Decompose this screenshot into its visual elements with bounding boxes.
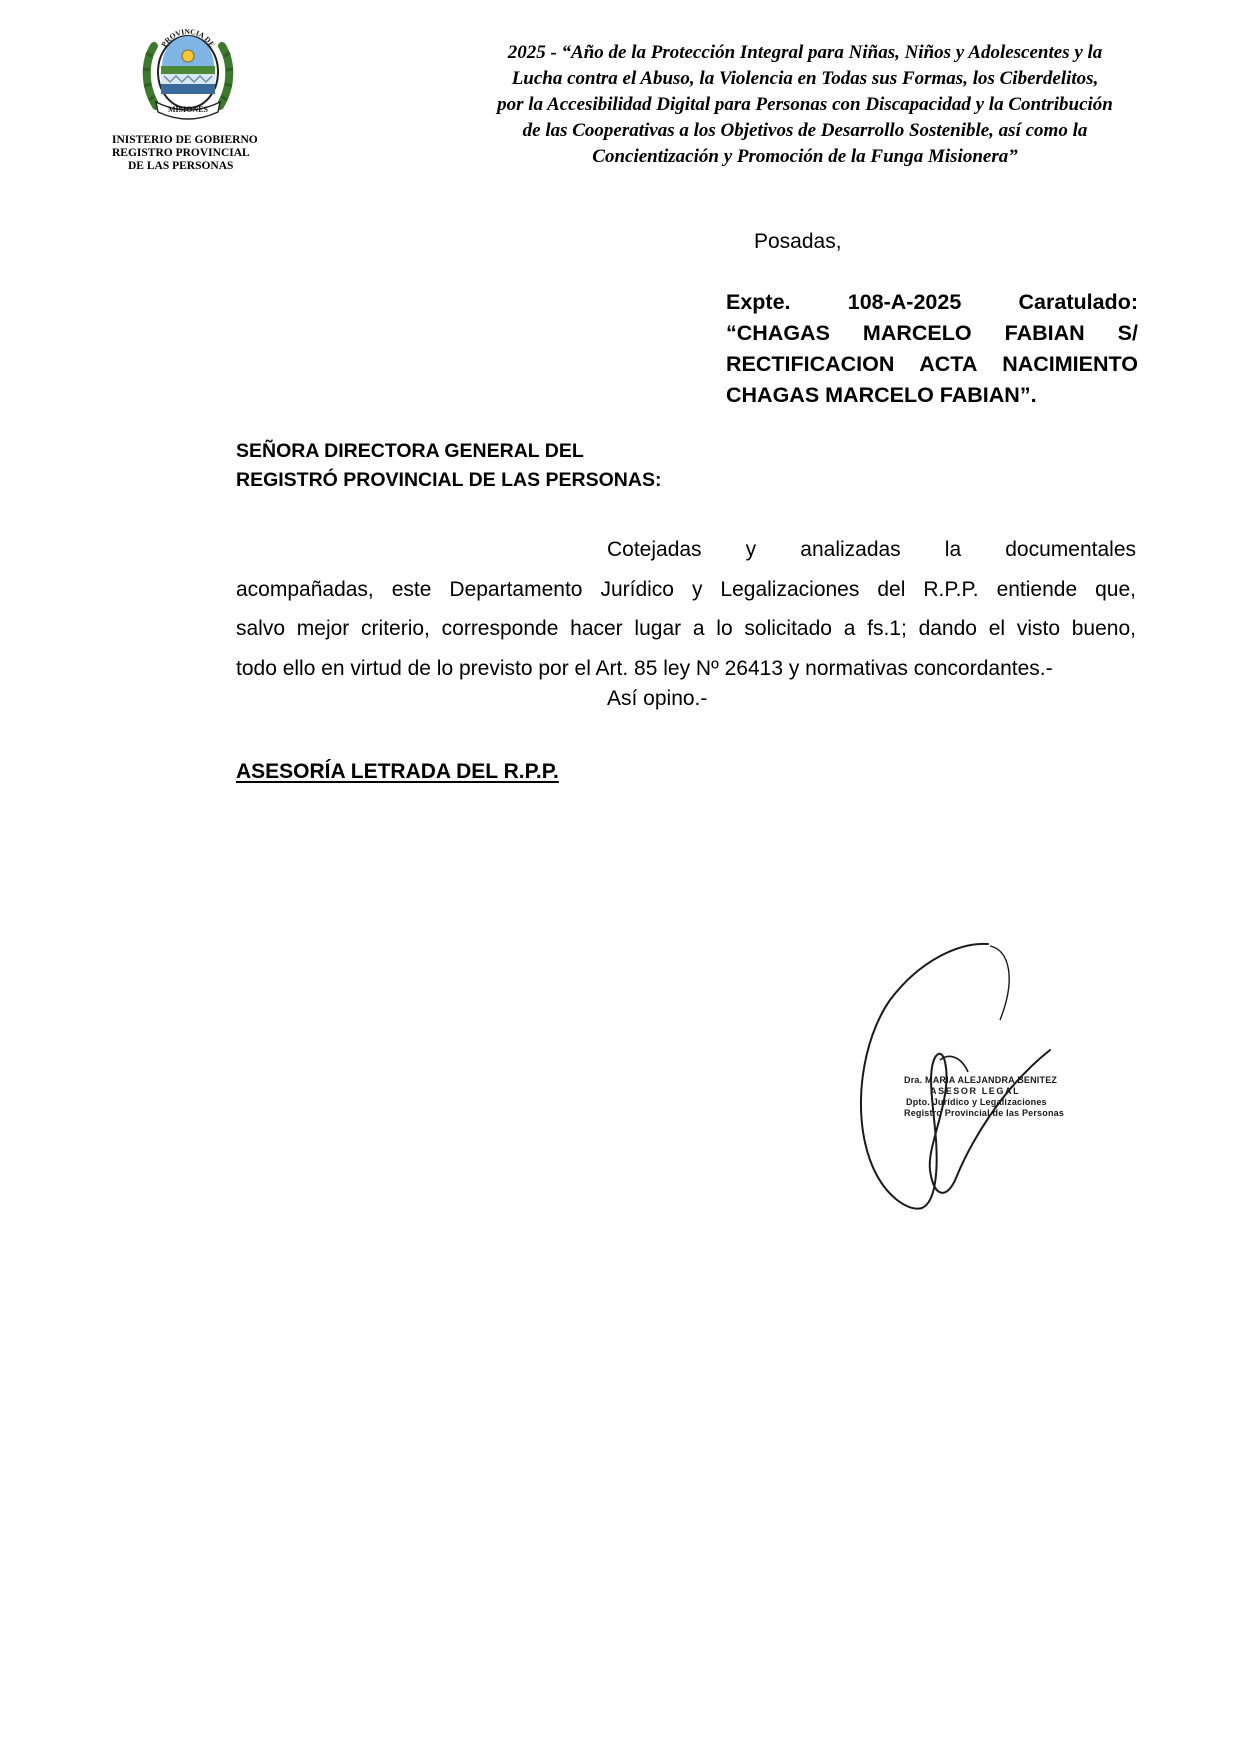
motto-line: 2025 - “Año de la Protección Integral para Niñas, Niños y Adolescentes y la — [507, 42, 1103, 63]
stamp-line: ASESOR LEGAL — [930, 1086, 1021, 1096]
motto-line: por la Accesibilidad Digital para Personas con Discapacidad y la Contribución — [497, 94, 1113, 115]
closing-phrase: Así opino.- — [607, 687, 708, 710]
case-reference-line: Expte. 108-A-2025 Caratulado: — [726, 290, 1138, 314]
issuing-office: ASESORÍA LETRADA DEL R.P.P. — [236, 760, 559, 783]
case-reference-line: CHAGAS MARCELO FABIAN”. — [726, 383, 1037, 407]
stamp-line: Dra. MARIA ALEJANDRA BENITEZ — [904, 1075, 1058, 1085]
ministry-line: REGISTRO PROVINCIAL — [112, 147, 250, 159]
body-line: acompañadas, este Departamento Jurídico y Legalizaciones del R.P.P. entiende que, — [236, 577, 1136, 601]
stamp-line: Registro Provincial de las Personas — [904, 1108, 1065, 1118]
signature-stamp — [904, 1075, 1064, 1119]
ministry-heading — [112, 134, 292, 173]
ministry-line: INISTERIO DE GOBIERNO — [112, 134, 258, 146]
case-reference-line: “CHAGAS MARCELO FABIAN S/ — [726, 321, 1138, 345]
addressee — [236, 437, 661, 495]
body-line: salvo mejor criterio, corresponde hacer lugar a lo solicitado a fs.1; dando el visto bueno, — [236, 617, 1136, 640]
ministry-line: DE LAS PERSONAS — [128, 160, 234, 172]
body-line: todo ello en virtud de lo previsto por el Art. 85 ley Nº 26413 y normativas concordantes.- — [236, 656, 1053, 680]
case-reference — [726, 287, 1138, 411]
province-seal-logo — [140, 26, 236, 120]
place-date: Posadas, — [754, 230, 842, 253]
seal-top-text: PROVINCIA DE — [159, 26, 217, 49]
addressee-line: REGISTRÓ PROVINCIAL DE LAS PERSONAS: — [236, 469, 662, 491]
stamp-line: Dpto. Jurídico y Legalizaciones — [906, 1097, 1047, 1107]
seal-bottom-text: MISIONES — [167, 105, 209, 114]
motto-line: Concientización y Promoción de la Funga Misionera” — [592, 146, 1018, 167]
motto-line: Lucha contra el Abuso, la Violencia en Todas sus Formas, los Ciberdelitos, — [511, 68, 1099, 89]
case-reference-line: RECTIFICACION ACTA NACIMIENTO — [726, 352, 1138, 376]
opinion-body — [236, 530, 1136, 688]
motto-line: de las Cooperativas a los Objetivos de Desarrollo Sostenible, así como la — [522, 120, 1088, 141]
body-line: Cotejadas y analizadas la documentales — [607, 538, 1136, 561]
year-motto — [460, 40, 1150, 170]
addressee-line: SEÑORA DIRECTORA GENERAL DEL — [236, 440, 584, 462]
